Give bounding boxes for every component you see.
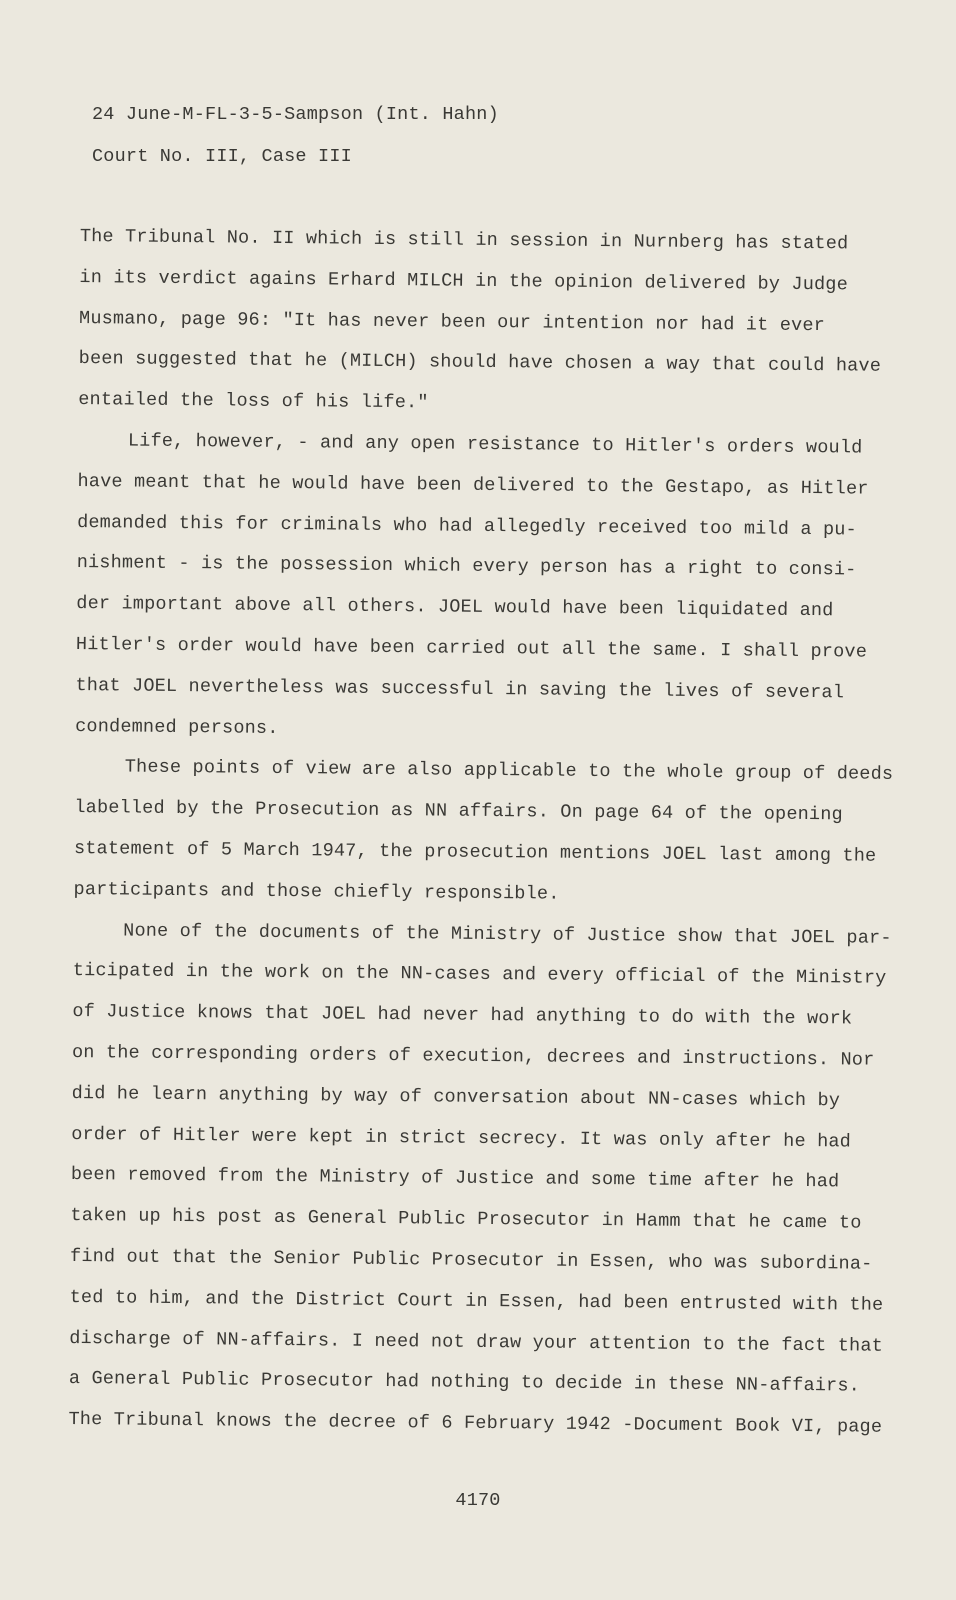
paragraph-milch-verdict: [78, 222, 882, 433]
text-line: been suggested that he (MILCH) should have chosen a way that could have: [78, 348, 882, 378]
text-line: taken up his post as General Public Prosecutor in Hamm that he came to: [70, 1205, 862, 1234]
text-line: None of the documents of the Ministry of Justice show that JOEL par-: [123, 919, 892, 949]
paragraph-ministry-documents: [68, 916, 892, 1453]
paragraph-nn-affairs: [73, 752, 894, 922]
text-line: der important above all others. JOEL would have been liquidated and: [76, 593, 834, 622]
text-line: The Tribunal knows the decree of 6 February 1942 -Document Book VI, page: [68, 1409, 883, 1438]
text-line: statement of 5 March 1947, the prosecution mentions JOEL last among the: [73, 837, 877, 867]
text-line: have meant that he would have been delivered to the Gestapo, as Hitler: [77, 470, 869, 500]
text-line: participants and those chiefly responsible.: [73, 878, 560, 905]
text-line: These points of view are also applicable to the whole group of deeds: [124, 756, 894, 786]
text-line: labelled by the Prosecution as NN affairs. On page 64 of the opening: [74, 797, 843, 826]
text-line: been removed from the Ministry of Justice and some time after he had: [70, 1164, 840, 1193]
text-line: that JOEL nevertheless was successful in saving the lives of several: [75, 674, 845, 704]
text-line: find out that the Senior Public Prosecutor in Essen, who was subordina-: [69, 1245, 873, 1275]
text-line: of Justice knows that JOEL had never had anything to do with the work: [72, 1001, 853, 1030]
court-case-line: Court No. III, Case III: [92, 146, 352, 167]
text-line: discharge of NN-affairs. I need not draw your attention to the fact that: [69, 1327, 884, 1357]
text-line: Musmano, page 96: "It has never been our intention nor had it ever: [78, 307, 826, 336]
text-line: demanded this for criminals who had allegedly received too mild a pu-: [77, 511, 858, 541]
document-body: [68, 222, 894, 1453]
text-line: did he learn anything by way of conversation about NN-cases which by: [71, 1082, 841, 1112]
paragraph-life-resistance: [75, 426, 869, 759]
page-number: 4170: [455, 1490, 501, 1511]
document-header: [92, 100, 852, 184]
text-line: a General Public Prosecutor had nothing to decide in these NN-affairs.: [68, 1368, 861, 1397]
text-line: order of Hitler were kept in strict secrecy. It was only after he had: [71, 1123, 852, 1152]
text-line: Hitler's order would have been carried out all the same. I shall prove: [75, 633, 868, 663]
text-line: on the corresponding orders of execution, decrees and instructions. Nor: [71, 1041, 875, 1071]
text-line: condemned persons.: [75, 715, 279, 739]
text-line: Life, however, - and any open resistance to Hitler's orders would: [127, 430, 863, 459]
text-line: ticipated in the work on the NN-cases and every official of the Ministry: [72, 960, 887, 990]
text-line: nishment - is the possession which every person has a right to consi-: [76, 552, 857, 581]
text-line: in its verdict agains Erhard MILCH in the opinion delivered by Judge: [79, 266, 849, 296]
text-line: The Tribunal No. II which is still in session in Nurnberg has stated: [79, 225, 849, 255]
session-reference: 24 June-M-FL-3-5-Sampson (Int. Hahn): [92, 104, 499, 125]
text-line: entailed the loss of his life.": [78, 389, 429, 414]
text-line: ted to him, and the District Court in Essen, had been entrusted with the: [69, 1286, 884, 1316]
